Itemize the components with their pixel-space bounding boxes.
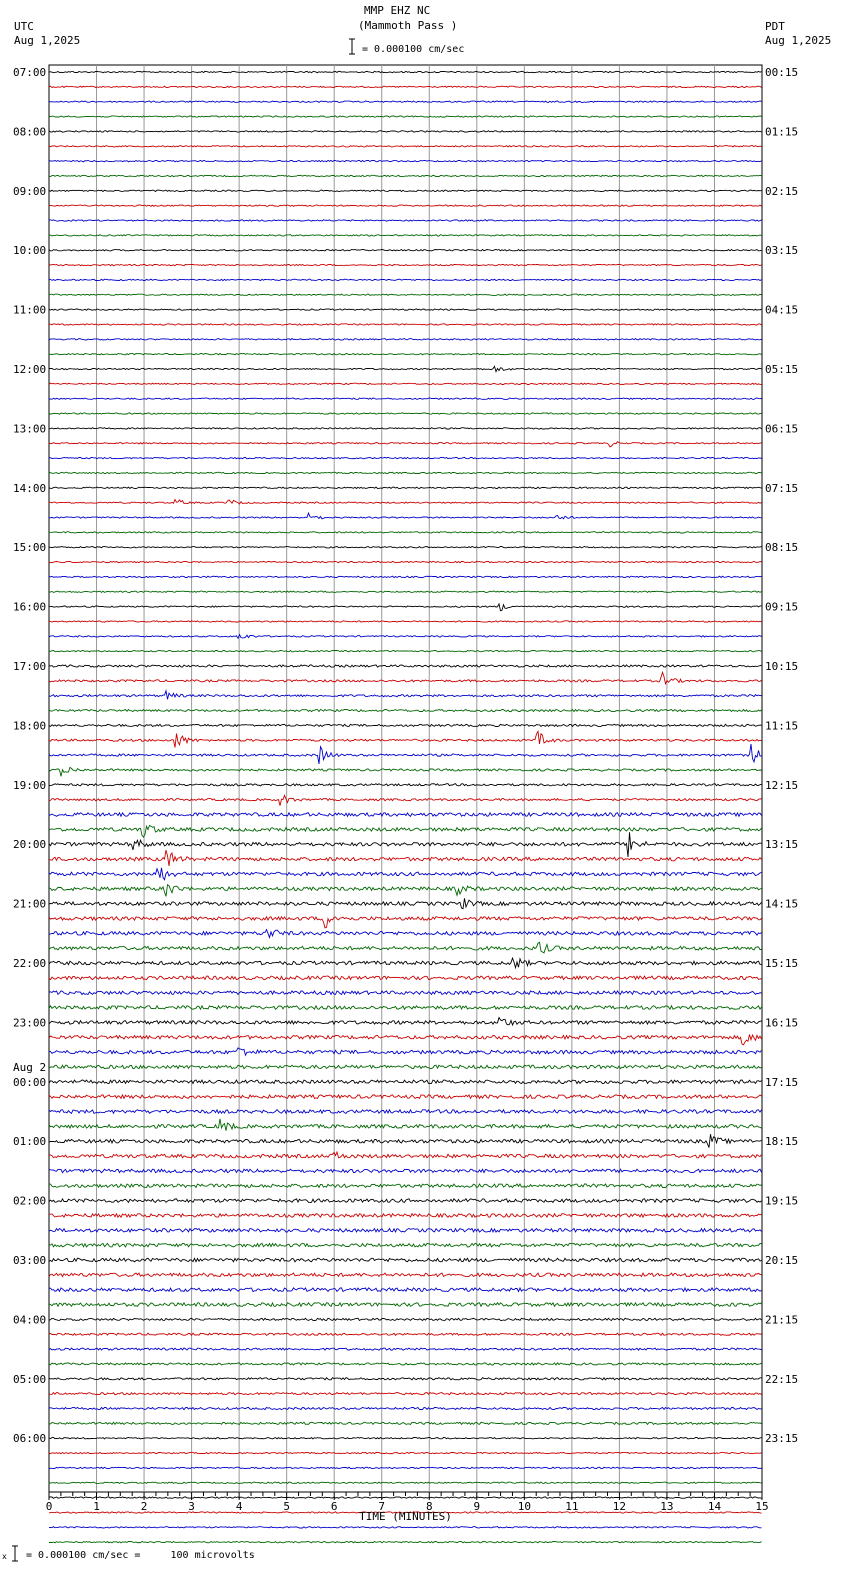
trace-line — [49, 731, 762, 747]
left-hour-label: 15:00 — [13, 541, 47, 555]
trace-line — [49, 1243, 762, 1247]
trace-line — [49, 1333, 762, 1335]
trace-line — [49, 428, 762, 429]
trace-line — [49, 1119, 762, 1131]
trace-line — [49, 1378, 762, 1380]
footer-scale-bar-icon — [10, 1545, 20, 1563]
trace-line — [49, 1527, 762, 1528]
left-hour-label: 16:00 — [13, 600, 47, 614]
trace-line — [49, 1184, 762, 1188]
right-hour-label: 09:15 — [765, 600, 799, 614]
right-hour-label: 20:15 — [765, 1254, 799, 1267]
trace-line — [49, 1048, 762, 1055]
footer-scale-text: = 0.000100 cm/sec = 100 microvolts — [26, 1550, 255, 1561]
right-hour-label: 19:15 — [765, 1194, 799, 1208]
trace-line — [49, 1497, 762, 1498]
right-hour-label: 17:15 — [765, 1075, 799, 1089]
x-tick-label: 14 — [707, 1500, 722, 1513]
plot-frame — [49, 65, 762, 1492]
left-hour-label: 10:00 — [13, 244, 47, 258]
trace-line — [49, 235, 762, 236]
trace-line — [49, 175, 762, 176]
trace-line — [49, 795, 762, 805]
trace-line — [49, 1134, 762, 1147]
right-hour-label: 22:15 — [765, 1372, 799, 1386]
trace-line — [49, 784, 762, 786]
right-hour-label: 02:15 — [765, 184, 799, 198]
trace-line — [49, 547, 762, 548]
trace-line — [49, 885, 762, 897]
trace-line — [49, 1348, 762, 1350]
trace-line — [49, 309, 762, 310]
trace-line — [49, 1303, 762, 1307]
left-hour-label: 11:00 — [13, 303, 47, 317]
trace-line — [49, 976, 762, 980]
chart-title: MMP EHZ NC — [364, 4, 431, 17]
x-tick-label: 13 — [660, 1500, 674, 1513]
x-tick-label: 7 — [378, 1500, 386, 1513]
right-hour-label: 14:15 — [765, 897, 799, 911]
trace-line — [49, 457, 762, 458]
trace-line — [49, 561, 762, 562]
trace-line — [49, 1152, 762, 1158]
scale-text: = 0.000100 cm/sec — [362, 44, 465, 55]
trace-line — [49, 1407, 762, 1409]
trace-line — [49, 832, 762, 857]
x-tick-label: 11 — [565, 1500, 579, 1513]
trace-line — [49, 591, 762, 592]
right-hour-label: 07:15 — [765, 481, 799, 495]
trace-line — [49, 604, 762, 611]
trace-line — [49, 131, 762, 132]
trace-line — [49, 472, 762, 473]
left-hour-label: 08:00 — [13, 125, 47, 139]
left-hour-label: 03:00 — [13, 1254, 47, 1267]
right-hour-label: 08:15 — [765, 541, 799, 555]
right-hour-label: 15:15 — [765, 957, 799, 970]
left-hour-label: 06:00 — [13, 1432, 47, 1446]
trace-line — [49, 205, 762, 206]
left-hour-label: 17:00 — [13, 660, 47, 673]
trace-line — [49, 190, 762, 191]
trace-line — [49, 1018, 762, 1025]
trace-line — [49, 1452, 762, 1453]
trace-line — [49, 86, 762, 87]
trace-line — [49, 813, 762, 817]
right-hour-label: 00:15 — [765, 66, 799, 79]
left-hour-label: 21:00 — [13, 897, 47, 911]
right-hour-label: 06:15 — [765, 422, 799, 436]
trace-line — [49, 264, 762, 265]
left-hour-label: 19:00 — [13, 778, 47, 792]
x-tick-label: 12 — [612, 1500, 627, 1513]
left-hour-label: 14:00 — [13, 481, 47, 495]
trace-line — [49, 1482, 762, 1483]
trace-line — [49, 250, 762, 251]
right-hour-label: 23:15 — [765, 1432, 799, 1446]
left-hour-label: 00:00 — [13, 1075, 47, 1089]
right-hour-label: 16:15 — [765, 1016, 799, 1030]
trace-line — [49, 1273, 762, 1277]
trace-line — [49, 1199, 762, 1203]
trace-line — [49, 1363, 762, 1365]
x-tick-label: 1 — [93, 1500, 100, 1513]
trace-line — [49, 71, 762, 72]
trace-line — [49, 691, 762, 700]
trace-line — [49, 1065, 762, 1069]
trace-line — [49, 532, 762, 533]
left-hour-label: 02:00 — [13, 1194, 47, 1208]
trace-line — [49, 354, 762, 355]
trace-line — [49, 413, 762, 414]
trace-line — [49, 850, 762, 866]
trace-line — [49, 1095, 762, 1099]
trace-line — [49, 339, 762, 340]
trace-line — [49, 767, 762, 776]
right-hour-label: 12:15 — [765, 778, 799, 792]
trace-line — [49, 724, 762, 726]
trace-line — [49, 621, 762, 622]
right-hour-label: 18:15 — [765, 1135, 799, 1149]
right-date: Aug 1,2025 — [765, 34, 832, 47]
trace-line — [49, 220, 762, 221]
x-tick-label: 5 — [283, 1500, 290, 1513]
right-hour-label: 05:15 — [765, 363, 799, 376]
trace-line — [49, 1467, 762, 1468]
trace-line — [49, 1080, 762, 1084]
chart-subtitle: (Mammoth Pass ) — [358, 19, 458, 32]
footer-x-mark: x — [2, 1552, 7, 1561]
trace-line — [49, 101, 762, 102]
trace-line — [49, 826, 762, 838]
x-tick-label: 2 — [140, 1500, 148, 1513]
trace-line — [49, 383, 762, 384]
trace-line — [49, 665, 762, 667]
left-hour-label: 09:00 — [13, 184, 47, 198]
trace-line — [49, 442, 762, 447]
x-tick-label: 10 — [517, 1500, 531, 1513]
left-hour-label: 01:00 — [13, 1135, 47, 1149]
right-hour-label: 11:15 — [765, 719, 799, 733]
trace-line — [49, 513, 762, 519]
trace-line — [49, 1393, 762, 1395]
trace-line — [49, 1422, 762, 1424]
trace-line — [49, 991, 762, 995]
left-hour-label: 13:00 — [13, 422, 47, 436]
trace-line — [49, 398, 762, 399]
trace-line — [49, 146, 762, 147]
trace-line — [49, 930, 762, 938]
left-hour-label: 20:00 — [13, 838, 47, 852]
right-hour-label: 03:15 — [765, 244, 799, 258]
trace-line — [49, 294, 762, 295]
trace-line — [49, 160, 762, 161]
trace-line — [49, 635, 762, 639]
trace-line — [49, 917, 762, 928]
trace-line — [49, 576, 762, 577]
trace-line — [49, 1438, 762, 1439]
trace-line — [49, 1110, 762, 1114]
left-hour-label: 18:00 — [13, 719, 47, 733]
x-tick-label: 4 — [235, 1500, 243, 1513]
trace-line — [49, 1318, 762, 1320]
trace-line — [49, 942, 762, 953]
trace-line — [49, 1035, 762, 1045]
trace-line — [49, 868, 762, 880]
trace-line — [49, 1258, 762, 1262]
x-tick-label: 3 — [188, 1500, 195, 1513]
left-date: Aug 1,2025 — [14, 34, 81, 47]
trace-line — [49, 744, 762, 764]
trace-line — [49, 1169, 762, 1173]
trace-line — [49, 958, 762, 968]
trace-line — [49, 500, 762, 505]
x-tick-label: 6 — [330, 1500, 338, 1513]
trace-line — [49, 1214, 762, 1218]
right-hour-label: 01:15 — [765, 125, 799, 139]
right-hour-label: 04:15 — [765, 303, 799, 317]
left-hour-label: 22:00 — [13, 957, 47, 970]
trace-line — [49, 279, 762, 280]
left-timezone: UTC — [14, 20, 34, 33]
trace-line — [49, 366, 762, 371]
right-hour-label: 10:15 — [765, 660, 799, 673]
right-timezone: PDT — [765, 20, 785, 33]
date-marker-label: Aug 2 — [13, 1060, 47, 1074]
trace-line — [49, 1229, 762, 1233]
trace-line — [49, 651, 762, 652]
x-tick-label: 15 — [755, 1500, 769, 1513]
right-hour-label: 21:15 — [765, 1313, 799, 1327]
trace-line — [49, 1542, 762, 1543]
x-tick-label: 0 — [45, 1500, 53, 1513]
left-hour-label: 23:00 — [13, 1016, 47, 1030]
trace-line — [49, 487, 762, 488]
left-hour-label: 05:00 — [13, 1372, 47, 1386]
trace-line — [49, 116, 762, 117]
trace-line — [49, 324, 762, 325]
x-tick-label: 9 — [473, 1500, 481, 1513]
left-hour-label: 04:00 — [13, 1313, 47, 1327]
left-hour-label: 07:00 — [13, 66, 47, 79]
trace-line — [49, 898, 762, 908]
right-hour-label: 13:15 — [765, 838, 799, 852]
x-axis-label: TIME (MINUTES) — [359, 1510, 452, 1523]
left-hour-label: 12:00 — [13, 363, 47, 376]
trace-line — [49, 672, 762, 684]
x-tick-label: 8 — [425, 1500, 433, 1513]
trace-line — [49, 1006, 762, 1010]
trace-line — [49, 710, 762, 712]
trace-line — [49, 1288, 762, 1292]
